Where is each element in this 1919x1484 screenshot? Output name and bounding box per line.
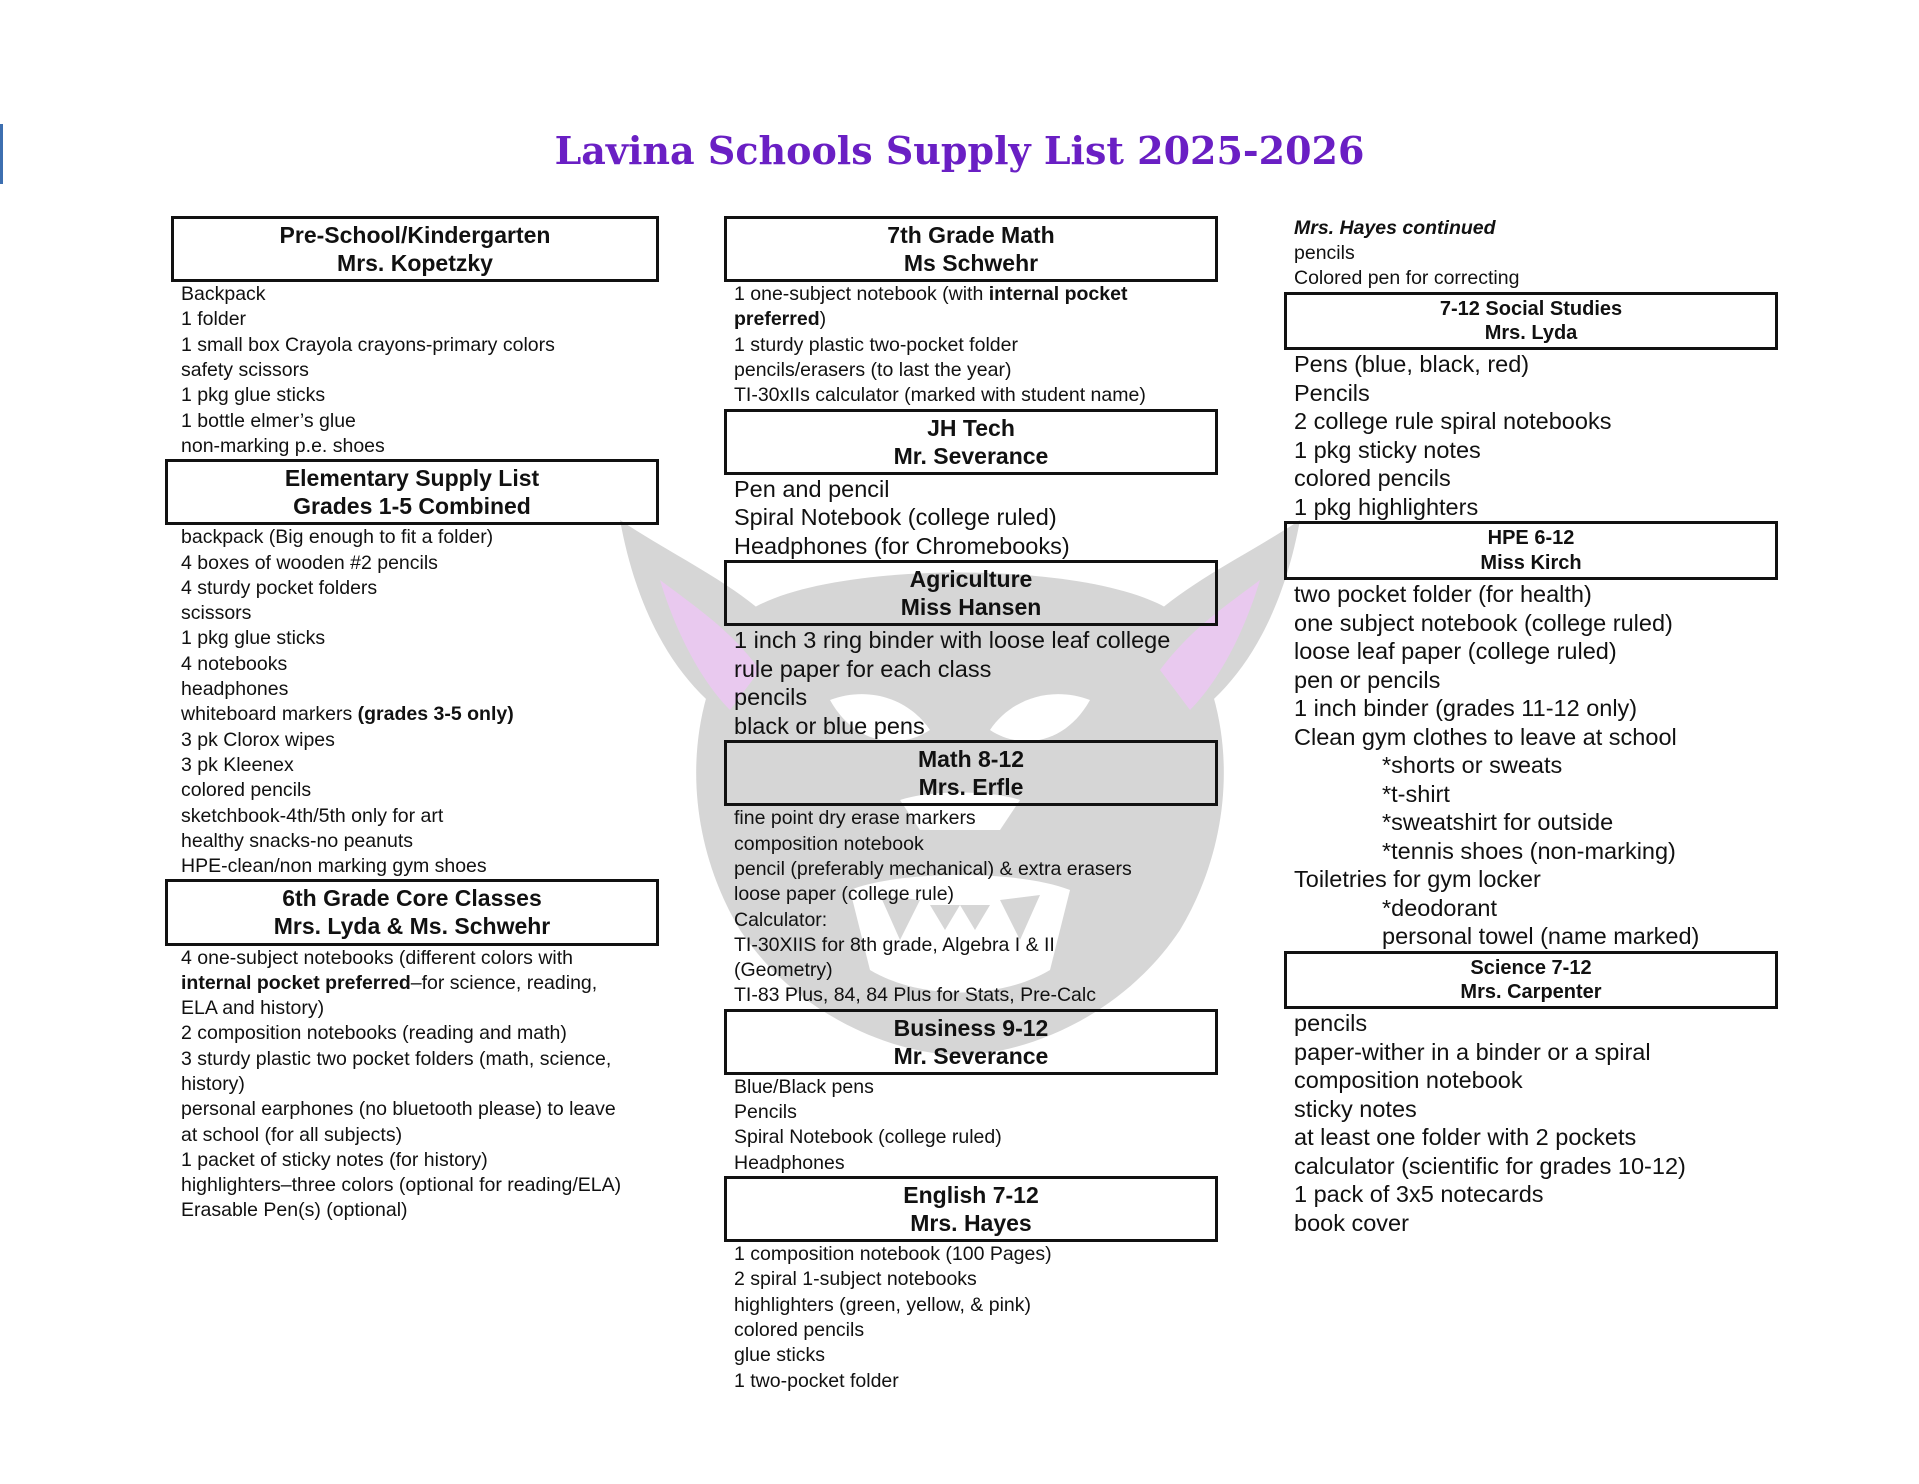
list-item: TI-30XIIS for 8th grade, Algebra I & II xyxy=(734,933,1055,956)
list-item: Pencils xyxy=(734,1101,797,1124)
list-item: 3 pk Clorox wipes xyxy=(181,728,335,751)
list-item: colored pencils xyxy=(181,779,312,802)
list-item: Pencils xyxy=(1294,379,1370,406)
list-item xyxy=(181,702,661,727)
list-subitem: personal towel (name marked) xyxy=(1382,923,1700,950)
list-item: pencils xyxy=(1294,242,1355,264)
list-item xyxy=(734,282,1214,333)
list-item: pencil (preferably mechanical) & extra erasers xyxy=(734,857,1132,880)
hayes-cont-items xyxy=(1284,241,1778,292)
list-item-text: ) xyxy=(819,308,827,331)
list-subitem: *t-shirt xyxy=(1382,780,1450,807)
section-heading: Science 7-12 xyxy=(1470,956,1592,979)
list-item: TI-30xIIs calculator (marked with student name) xyxy=(734,384,1146,407)
list-item: 3 pk Kleenex xyxy=(181,753,294,776)
list-item-text: 1 one-subject notebook (with xyxy=(734,283,989,306)
section-header-jhtech xyxy=(724,409,1218,475)
emphasis-text: internal pocket preferred xyxy=(734,283,1128,331)
business-items xyxy=(724,1075,1218,1176)
section-teacher: Mrs. Carpenter xyxy=(1460,981,1602,1004)
section-teacher: Mrs. Lyda & Ms. Schwehr xyxy=(273,913,551,940)
emphasis-text: internal pocket preferred xyxy=(181,971,411,994)
section-header-math7 xyxy=(724,216,1218,282)
list-item: book cover xyxy=(1294,1209,1409,1236)
list-item: healthy snacks-no peanuts xyxy=(181,829,413,852)
section-heading: Pre-School/Kindergarten xyxy=(279,222,551,248)
section-teacher: Ms Schwehr xyxy=(903,250,1039,277)
list-item: pen or pencils xyxy=(1294,666,1441,693)
list-item: loose paper (college rule) xyxy=(734,883,955,906)
list-item: calculator (scientific for grades 10-12) xyxy=(1294,1152,1686,1179)
section-heading: HPE 6-12 xyxy=(1487,527,1575,550)
column-right xyxy=(1284,216,1778,1237)
list-item: highlighters–three colors (optional for reading/ELA) xyxy=(181,1174,622,1197)
section-heading: Agriculture xyxy=(909,566,1033,593)
list-item: loose leaf paper (college ruled) xyxy=(1294,638,1617,665)
list-item: pencils xyxy=(734,684,808,711)
list-subitem: *sweatshirt for outside xyxy=(1382,809,1614,836)
list-item: 2 college rule spiral notebooks xyxy=(1294,408,1612,435)
list-item: 1 pack of 3x5 notecards xyxy=(1294,1181,1544,1208)
page-title: Lavina Schools Supply List 2025-2026 xyxy=(554,128,1365,173)
section-heading: Elementary Supply List xyxy=(284,465,540,492)
list-item: glue sticks xyxy=(734,1344,826,1367)
list-item: 1 inch binder (grades 11-12 only) xyxy=(1294,695,1638,722)
list-item: colored pencils xyxy=(1294,465,1451,492)
list-item: HPE-clean/non marking gym shoes xyxy=(181,855,487,878)
column-middle xyxy=(724,216,1218,1394)
list-item: 1 bottle elmer’s glue xyxy=(181,409,356,432)
section-header-preschool xyxy=(171,216,659,282)
list-item: 1 pkg sticky notes xyxy=(1294,436,1481,463)
list-item: Toiletries for gym locker xyxy=(1294,866,1541,893)
list-item: at least one folder with 2 pockets xyxy=(1294,1124,1637,1151)
section-teacher: Mrs. Kopetzky xyxy=(337,250,493,277)
section-header-science xyxy=(1284,951,1778,1010)
list-item-text: –for science, reading, ELA and history) xyxy=(181,971,598,1020)
list-item: sketchbook-4th/5th only for art xyxy=(181,804,444,827)
list-item: Pen and pencil xyxy=(734,475,890,502)
list-item: 3 sturdy plastic two pocket folders (math, science, history) xyxy=(181,1047,612,1095)
list-item: paper-wither in a binder or a spiral xyxy=(1294,1038,1651,1065)
section-teacher: Mrs. Lyda xyxy=(1484,321,1578,344)
continued-heading: Mrs. Hayes continued xyxy=(1294,217,1496,239)
list-item: pencils/erasers (to last the year) xyxy=(734,358,1012,381)
list-item: non-marking p.e. shoes xyxy=(181,434,385,457)
list-item xyxy=(181,946,631,1022)
list-item: Colored pen for correcting xyxy=(1294,267,1520,290)
section-header-english xyxy=(724,1176,1218,1242)
section-heading: Business 9-12 xyxy=(893,1014,1049,1041)
column-left xyxy=(171,216,661,1224)
list-item: highlighters (green, yellow, & pink) xyxy=(734,1293,1031,1316)
list-subitem: *tennis shoes (non-marking) xyxy=(1382,837,1676,864)
list-item: 2 spiral 1-subject notebooks xyxy=(734,1268,977,1291)
list-item: 1 pkg highlighters xyxy=(1294,493,1479,520)
english-items xyxy=(724,1242,1218,1394)
list-item: 1 packet of sticky notes (for history) xyxy=(181,1148,488,1171)
section-heading: Math 8-12 xyxy=(917,746,1025,773)
section-heading: 7th Grade Math xyxy=(887,222,1055,248)
list-item: TI-83 Plus, 84, 84 Plus for Stats, Pre-Calc xyxy=(734,984,1096,1007)
section-header-business xyxy=(724,1009,1218,1075)
list-item: Pens (blue, black, red) xyxy=(1294,351,1530,378)
section-teacher: Mr. Severance xyxy=(893,1042,1049,1069)
grade-note: (grades 3-5 only) xyxy=(357,703,514,726)
section-header-elementary xyxy=(165,459,659,525)
section-heading: 6th Grade Core Classes xyxy=(282,885,542,912)
list-item: Spiral Notebook (college ruled) xyxy=(734,504,1057,531)
list-item: one subject notebook (college ruled) xyxy=(1294,609,1673,636)
list-item: backpack (Big enough to fit a folder) xyxy=(181,526,494,549)
list-item: Headphones (for Chromebooks) xyxy=(734,532,1070,559)
science-items xyxy=(1284,1009,1778,1237)
section-teacher: Grades 1-5 Combined xyxy=(293,493,531,520)
list-item: black or blue pens xyxy=(734,712,925,739)
section-teacher: Mr. Severance xyxy=(893,442,1049,469)
list-item: 1 small box Crayola crayons-primary colors xyxy=(181,333,555,356)
section-teacher: Mrs. Erfle xyxy=(918,774,1024,801)
list-item: two pocket folder (for health) xyxy=(1294,581,1592,608)
elementary-items xyxy=(171,525,661,879)
list-item: headphones xyxy=(181,678,289,701)
list-item: Headphones xyxy=(734,1151,845,1174)
list-item: rule paper for each class xyxy=(734,655,992,682)
list-item: 4 boxes of wooden #2 pencils xyxy=(181,551,438,574)
math812-items xyxy=(724,806,1218,1008)
list-subitem: *shorts or sweats xyxy=(1382,752,1563,779)
agriculture-items xyxy=(724,626,1218,740)
list-item-text: whiteboard markers xyxy=(181,703,358,726)
list-item: 1 composition notebook (100 Pages) xyxy=(734,1243,1052,1266)
list-item: Blue/Black pens xyxy=(734,1075,874,1098)
list-item: Calculator: xyxy=(734,908,828,931)
list-item: 1 two-pocket folder xyxy=(734,1369,899,1392)
list-subitem: *deodorant xyxy=(1382,894,1497,921)
list-item: Clean gym clothes to leave at school xyxy=(1294,723,1677,750)
section-header-math812 xyxy=(724,740,1218,806)
list-item: Erasable Pen(s) (optional) xyxy=(181,1199,408,1222)
list-item: pencils xyxy=(1294,1010,1368,1037)
section-header-hpe xyxy=(1284,521,1778,580)
section-heading: JH Tech xyxy=(927,414,1015,441)
list-item: 1 inch 3 ring binder with loose leaf college xyxy=(734,627,1171,654)
hpe-items xyxy=(1284,580,1778,951)
list-item: colored pencils xyxy=(734,1319,865,1341)
list-item-text: 4 one-subject notebooks (different colors with xyxy=(181,946,574,969)
list-item: 1 pkg glue sticks xyxy=(181,627,326,650)
list-item: 1 pkg glue sticks xyxy=(181,384,326,407)
list-item: composition notebook xyxy=(1294,1067,1523,1094)
section-teacher: Miss Hansen xyxy=(900,594,1042,621)
list-item: (Geometry) xyxy=(734,959,833,982)
list-item: 1 folder xyxy=(181,308,247,331)
section-teacher: Miss Kirch xyxy=(1480,551,1582,574)
list-item: 1 sturdy plastic two-pocket folder xyxy=(734,333,1018,356)
list-item: personal earphones (no bluetooth please) to leave at school (for all subjects) xyxy=(181,1098,616,1146)
section-heading: 7-12 Social Studies xyxy=(1439,297,1623,320)
preschool-items xyxy=(171,282,661,459)
jhtech-items xyxy=(724,475,1218,561)
list-item: 4 sturdy pocket folders xyxy=(181,576,378,599)
list-item: scissors xyxy=(181,602,252,625)
list-item: 4 notebooks xyxy=(181,652,288,675)
section-heading: English 7-12 xyxy=(903,1182,1039,1209)
section-header-socialstudies xyxy=(1284,292,1778,351)
list-item: composition notebook xyxy=(734,832,924,855)
sixth-items xyxy=(171,946,631,1224)
list-item: safety scissors xyxy=(181,358,309,381)
list-item: sticky notes xyxy=(1294,1095,1417,1122)
list-item: fine point dry erase markers xyxy=(734,807,976,830)
section-header-agriculture xyxy=(724,560,1218,626)
section-teacher: Mrs. Hayes xyxy=(910,1210,1032,1237)
socialstudies-items xyxy=(1284,350,1778,521)
section-header-sixth xyxy=(165,879,659,945)
list-item: 2 composition notebooks (reading and math) xyxy=(181,1022,567,1045)
math7-items xyxy=(724,282,1214,408)
list-item: Spiral Notebook (college ruled) xyxy=(734,1126,1002,1149)
list-item: Backpack xyxy=(181,283,266,306)
